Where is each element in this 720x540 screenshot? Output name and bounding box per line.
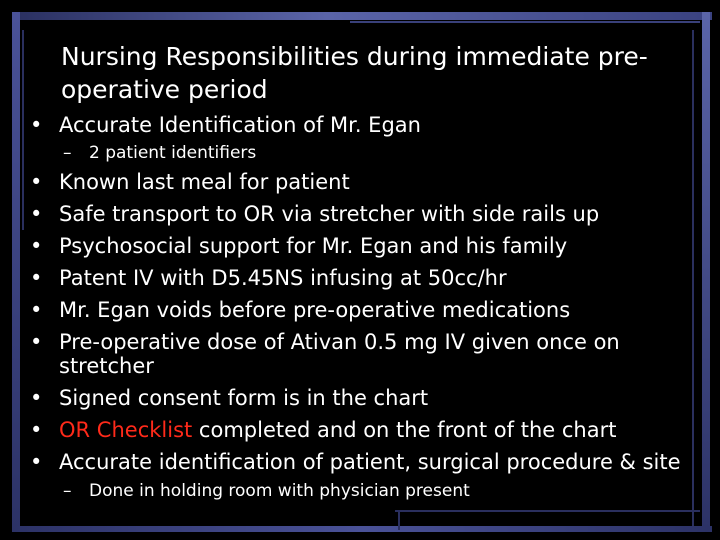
bullet-item: Psychosocial support for Mr. Egan and his family (59, 234, 568, 258)
bullet-item: Signed consent form is in the chart (59, 386, 429, 410)
bullet-item: Known last meal for patient (59, 170, 350, 194)
bullet-item: Patent IV with D5.45NS infusing at 50cc/hr (59, 266, 507, 290)
frame-bottom-rule (395, 510, 700, 512)
sub-bullet-marker: – (63, 481, 72, 501)
frame-bottom-bar (12, 526, 712, 532)
frame-left-bar (12, 12, 20, 532)
bullet-item-rest: completed and on the front of the chart (192, 418, 617, 442)
bullet-marker: • (30, 450, 43, 474)
bullet-item-line2: stretcher (59, 354, 154, 378)
frame-left-rule (22, 30, 24, 230)
frame-right-bar (702, 12, 710, 532)
bullet-item: Accurate identification of patient, surgical procedure & site (59, 450, 681, 474)
bullet-marker: • (30, 266, 43, 290)
slide-title: Nursing Responsibilities during immediate pre-operative period (61, 42, 648, 104)
bullet-marker: • (30, 386, 43, 410)
bullet-marker: • (30, 418, 43, 442)
sub-bullet-item: Done in holding room with physician present (89, 481, 470, 501)
bullet-marker: • (30, 330, 43, 354)
bullet-item (59, 419, 616, 441)
frame-right-rule (692, 30, 694, 530)
bullet-marker: • (30, 234, 43, 258)
bullet-item: Accurate Identification of Mr. Egan (59, 113, 421, 137)
sub-bullet-item: 2 patient identifiers (89, 143, 257, 163)
or-checklist-highlight: OR Checklist (59, 418, 193, 442)
bullet-item: Mr. Egan voids before pre-operative medications (59, 298, 571, 322)
bullet-marker: • (30, 170, 43, 194)
frame-top-rule (350, 21, 700, 23)
bullet-marker: • (30, 113, 43, 137)
bullet-marker: • (30, 202, 43, 226)
bullet-item: Safe transport to OR via stretcher with side rails up (59, 202, 600, 226)
frame-bottom-tick (398, 510, 400, 530)
sub-bullet-marker: – (63, 143, 72, 163)
frame-top-bar (12, 12, 712, 20)
bullet-item-line1: Pre-operative dose of Ativan 0.5 mg IV given once on (59, 330, 620, 354)
bullet-marker: • (30, 298, 43, 322)
